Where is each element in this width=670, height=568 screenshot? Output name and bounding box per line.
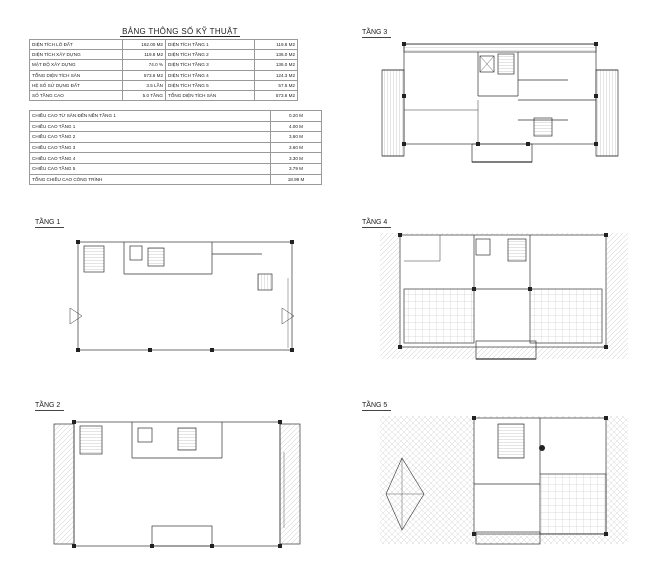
height-row [30, 142, 322, 153]
floor-1-plan [62, 238, 302, 358]
spec-table-title: BẢNG THÔNG SỐ KỸ THUẬT [122, 27, 238, 36]
spec-row [30, 40, 298, 50]
spec-row [30, 60, 298, 70]
spec-label: DIỆN TÍCH TẦNG 2 [166, 50, 255, 60]
spec-value: 119.8 M2 [255, 40, 298, 50]
height-row [30, 174, 322, 185]
spec-label: DIỆN TÍCH TẦNG 4 [166, 70, 255, 80]
floor-5-plan [380, 414, 630, 549]
spec-value: 74.0 % [123, 60, 166, 70]
height-label: CHIỀU CAO TẦNG 5 [30, 163, 271, 174]
spec-row [30, 90, 298, 100]
height-row [30, 111, 322, 122]
height-label: CHIỀU CAO TẦNG 3 [30, 142, 271, 153]
floor-2-plan [52, 418, 302, 553]
spec-value: 136.0 M2 [255, 50, 298, 60]
height-row [30, 121, 322, 132]
height-row [30, 153, 322, 164]
height-value: 3.79 M [271, 163, 322, 174]
height-row [30, 132, 322, 143]
spec-label: TỔNG DIỆN TÍCH SÀN [30, 70, 123, 80]
spec-label: MẬT ĐỘ XÂY DỰNG [30, 60, 123, 70]
spec-value: 5.0 TẦNG [123, 90, 166, 100]
spec-value: 136.0 M2 [255, 60, 298, 70]
height-value: 3.60 M [271, 142, 322, 153]
spec-value: 3.5 LẦN [123, 80, 166, 90]
spec-value: 573.6 M2 [123, 70, 166, 80]
spec-value: 124.3 M2 [255, 70, 298, 80]
floor-1-label: TẦNG 1 [35, 219, 64, 228]
height-row [30, 163, 322, 174]
spec-row [30, 50, 298, 60]
height-label: TỔNG CHIỀU CAO CÔNG TRÌNH [30, 174, 271, 185]
floor-4-label: TẦNG 4 [362, 219, 391, 228]
spec-value: 573.6 M2 [255, 90, 298, 100]
floor-5-label: TẦNG 5 [362, 402, 391, 411]
spec-label: DIỆN TÍCH TẦNG 3 [166, 60, 255, 70]
floor-2-label: TẦNG 2 [35, 402, 64, 411]
spec-table [29, 39, 298, 101]
spec-label: HỆ SỐ SỬ DỤNG ĐẤT [30, 80, 123, 90]
spec-value: 57.5 M2 [255, 80, 298, 90]
spec-value: 119.8 M2 [123, 50, 166, 60]
spec-label: DIỆN TÍCH XÂY DỰNG [30, 50, 123, 60]
spec-label: DIỆN TÍCH LÔ ĐẤT [30, 40, 123, 50]
floor-3-plan [368, 40, 628, 170]
spec-label: SỐ TẦNG CAO [30, 90, 123, 100]
height-value: 0.20 M [271, 111, 322, 122]
height-value: 18.99 M [271, 174, 322, 185]
spec-label: DIỆN TÍCH TẦNG 5 [166, 80, 255, 90]
spec-row [30, 80, 298, 90]
height-value: 3.60 M [271, 132, 322, 143]
height-label: CHIỀU CAO TỪ SÂN ĐẾN NỀN TẦNG 1 [30, 111, 271, 122]
height-value: 4.00 M [271, 121, 322, 132]
spec-label: DIỆN TÍCH TẦNG 1 [166, 40, 255, 50]
spec-row [30, 70, 298, 80]
height-label: CHIỀU CAO TẦNG 4 [30, 153, 271, 164]
spec-value: 162.00 M2 [123, 40, 166, 50]
floor-4-plan [380, 231, 630, 366]
height-value: 3.30 M [271, 153, 322, 164]
height-table [29, 110, 322, 185]
height-label: CHIỀU CAO TẦNG 1 [30, 121, 271, 132]
floor-3-label: TẦNG 3 [362, 29, 391, 38]
height-label: CHIỀU CAO TẦNG 2 [30, 132, 271, 143]
spec-label: TỔNG DIỆN TÍCH SÀN [166, 90, 255, 100]
